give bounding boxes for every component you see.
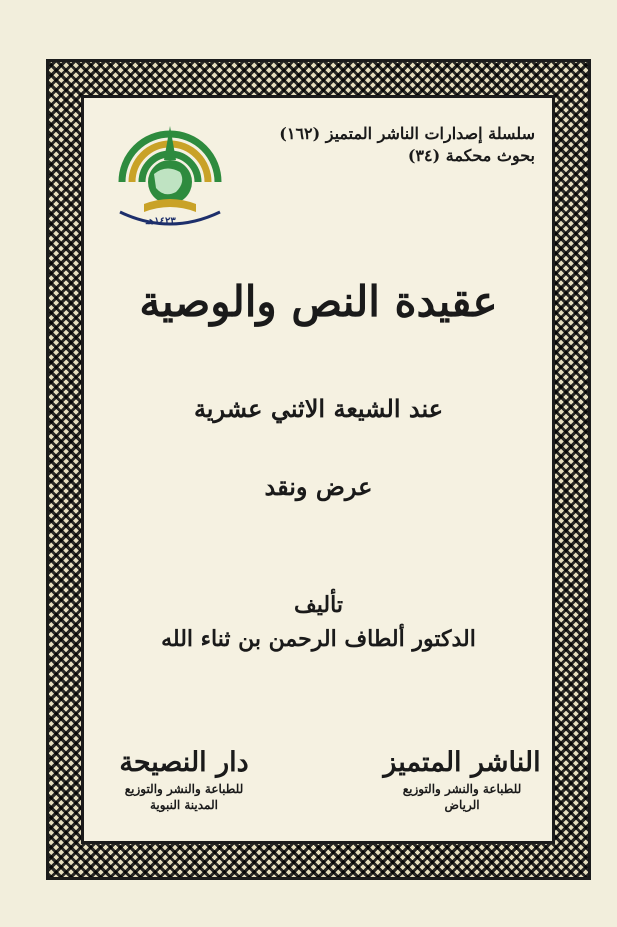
book-subtitle-secondary: عرض ونقد <box>264 472 373 501</box>
publisher-left <box>94 745 274 813</box>
publisher-left-desc: للطباعة والنشر والتوزيع <box>124 782 244 796</box>
book-subtitle: عند الشيعة الاثني عشرية <box>193 394 444 423</box>
publisher-logo-icon <box>100 112 240 234</box>
publisher-left-city: المدينة النبوية <box>149 798 218 812</box>
series-line: سلسلة إصدارات الناشر المتميز (١٦٢) <box>279 124 535 143</box>
author-label: تأليف <box>294 592 343 618</box>
logo-year: ١٤٢٣هـ <box>146 216 176 227</box>
publisher-left-name: دار النصيحة <box>119 747 249 778</box>
author-name: الدكتور ألطاف الرحمن بن ثناء الله <box>161 626 476 652</box>
publisher-right-desc: للطباعة والنشر والتوزيع <box>402 782 522 796</box>
series-subline: بحوث محكمة (٣٤) <box>407 146 535 165</box>
publisher-right-city: الرياض <box>444 798 480 812</box>
book-title: عقيدة النص والوصية <box>139 277 498 326</box>
publisher-right <box>372 745 552 813</box>
publisher-right-name: الناشر المتميز <box>383 747 541 778</box>
series-info <box>279 123 535 167</box>
